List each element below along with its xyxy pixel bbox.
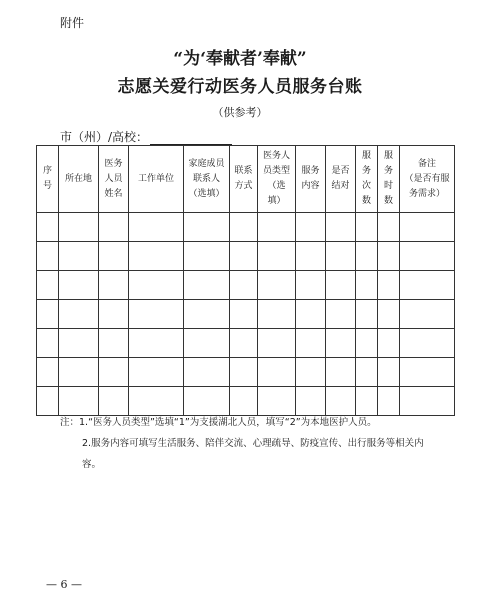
table-cell [356,271,378,300]
table-row [37,358,455,387]
title-line-1: “为‘奉献者’奉献” [173,49,307,69]
table-cell [99,329,129,358]
column-header: 服务 内容 [296,146,326,213]
table-cell [184,358,230,387]
column-header: 医务 人员 姓名 [99,146,129,213]
table-cell [258,271,296,300]
table-row [37,213,455,242]
table-cell [37,300,59,329]
table-body [37,213,455,416]
table-cell [400,271,455,300]
table-cell [356,329,378,358]
table-cell [99,242,129,271]
table-cell [258,213,296,242]
column-header: 序 号 [37,146,59,213]
table-cell [326,300,356,329]
notes-section [60,412,432,475]
table-cell [356,242,378,271]
table-cell [59,242,99,271]
table-cell [258,329,296,358]
table-cell [37,358,59,387]
table-cell [129,358,184,387]
table-cell [99,213,129,242]
table-cell [378,329,400,358]
table-cell [230,242,258,271]
table-row [37,300,455,329]
table-cell [356,300,378,329]
table-cell [378,213,400,242]
region-label: 市（州）/高校： [60,130,149,144]
table-cell [230,358,258,387]
column-header: 服 务 次 数 [356,146,378,213]
note-2: 2.服务内容可填写生活服务、陪伴交流、心理疏导、防疫宣传、出行服务等相关内容。 [82,438,424,470]
table-cell [326,329,356,358]
table-cell [378,358,400,387]
table-cell [296,242,326,271]
attachment-label: 附件 [60,16,85,30]
note-1: 注：1.“医务人员类型”选填“1”为支援湖北人员，填写“2”为本地医护人员。 [60,417,377,428]
ledger-table [36,145,455,416]
title-line-2: 志愿关爱行动医务人员服务台账 [117,77,363,97]
table-cell [184,242,230,271]
table-cell [59,329,99,358]
subtitle: （供参考） [212,106,268,119]
table-cell [400,329,455,358]
column-header: 服 务 时 数 [378,146,400,213]
table-cell [129,329,184,358]
table-cell [326,358,356,387]
column-header: 所在地 [59,146,99,213]
table-header-row [37,146,455,213]
table-cell [258,358,296,387]
table-cell [37,242,59,271]
table-cell [129,242,184,271]
table-cell [378,242,400,271]
table-cell [230,329,258,358]
table-cell [184,329,230,358]
column-header: 联系 方式 [230,146,258,213]
table-cell [37,387,59,416]
region-blank-line [150,132,232,145]
table-cell [258,242,296,271]
column-header: 工作单位 [129,146,184,213]
table-row [37,242,455,271]
table-cell [230,213,258,242]
table-cell [184,271,230,300]
table-cell [99,358,129,387]
table-cell [356,213,378,242]
table-cell [296,213,326,242]
table-cell [99,300,129,329]
table-row [37,271,455,300]
table-cell [326,242,356,271]
table-cell [400,300,455,329]
table-cell [326,271,356,300]
table-cell [37,329,59,358]
table-cell [230,300,258,329]
table-cell [400,213,455,242]
column-header: 家庭成员 联系人 （选填） [184,146,230,213]
table-cell [59,300,99,329]
table-cell [59,271,99,300]
page-number: — 6 — [46,578,82,591]
table-cell [296,358,326,387]
table-cell [59,213,99,242]
table-cell [129,213,184,242]
column-header: 备注 （是否有服 务需求） [400,146,455,213]
table-cell [400,242,455,271]
table-cell [326,213,356,242]
table-cell [59,358,99,387]
table-cell [400,358,455,387]
table-cell [230,271,258,300]
table-cell [258,300,296,329]
table-cell [296,300,326,329]
table-cell [184,213,230,242]
table-cell [296,271,326,300]
table-cell [99,271,129,300]
table-cell [378,271,400,300]
region-field [60,128,232,145]
table-row [37,329,455,358]
table-cell [129,271,184,300]
table-cell [378,300,400,329]
column-header: 是否 结对 [326,146,356,213]
table-cell [184,300,230,329]
table-cell [356,358,378,387]
table-cell [37,213,59,242]
table-cell [296,329,326,358]
table-cell [129,300,184,329]
column-header: 医务人 员类型 （选 填） [258,146,296,213]
table-cell [37,271,59,300]
